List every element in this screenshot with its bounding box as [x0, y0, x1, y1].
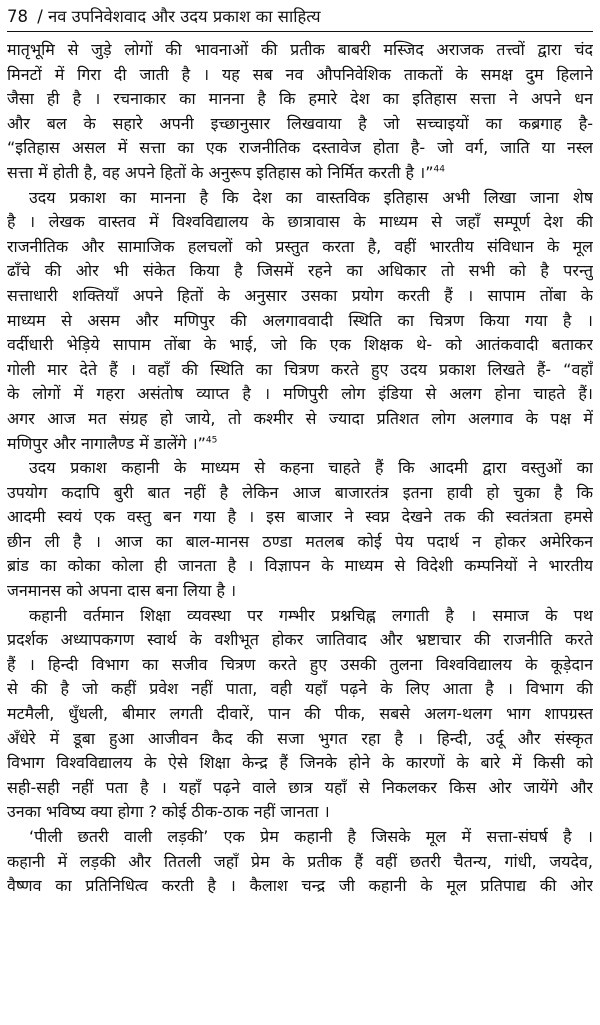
text-line: मिनटों में गिरा दी जाती है । यह सब नव औपनिवेशिक ताकतों के समक्ष दुम हिलाने — [7, 64, 593, 84]
text-line: गोली मार देते हैं । वहाँ की स्थिति का चित्रण करते हुए उदय प्रकाश लिखते हैं- “वहाँ — [7, 359, 593, 379]
text-line: उपयोग कदापि बुरी बात नहीं है लेकिन आज बाजारतंत्र इतना हावी हो चुका है कि — [7, 482, 593, 502]
text-line-last: उनका भविष्य क्या होगा ? कोई ठीक-ठाक नहीं जानता । — [7, 802, 330, 822]
paragraph-1 — [7, 38, 593, 186]
text-line: अगर आज मत संग्रह हो जाये, तो कश्मीर से ज्यादा प्रतिशत लोग अलगाव के पक्ष में — [7, 408, 593, 428]
text-line: उदय प्रकाश कहानी के माध्यम से कहना चाहते हैं कि आदमी द्वारा वस्तुओं का — [29, 458, 593, 478]
text-line: है । लेखक वास्तव में विश्वविद्यालय के छात्रावास के माध्यम से जहाँ सम्पूर्ण देश की — [7, 212, 593, 232]
text-line: ‘पीली छतरी वाली लड़की’ एक प्रेम कहानी है जिसके मूल में सत्ता-संघर्ष है । — [29, 827, 593, 846]
text-line: वैष्णव का प्रतिनिधित्व करती है । कैलाश चन्द्र जी कहानी के मूल प्रतिपाद्य की ओर — [7, 876, 593, 896]
text-line: जैसा ही है । रचनाकार का मानना है कि हमारे देश का इतिहास सत्ता ने अपने धन — [7, 89, 593, 109]
text-line: हैं । हिन्दी विभाग का सजीव चित्रण करते हुए उसकी तुलना विश्वविद्यालय के कूड़ेदान — [7, 654, 593, 674]
text-line-content: सत्ता में होती है, वह अपने हितों के अनुरूप इतिहास को निर्मित करती है ।” — [7, 162, 434, 182]
text-line: ढाँचे की ओर भी संकेत किया है जिसमें रहने का अधिकार तो सभी को है परन्तु — [7, 261, 593, 281]
text-line: से की है जो कहीं प्रवेश नहीं पाता, वही यहाँ पढ़ने के लिए आता है । विभाग की — [7, 679, 593, 699]
paragraph-4 — [7, 604, 593, 825]
text-line: कहानी वर्तमान शिक्षा व्यवस्था पर गम्भीर प्रश्नचिह्न लगाती है । समाज के पथ — [29, 605, 593, 625]
text-line: ब्रांड का कोका कोला ही जानता है । विज्ञापन के माध्यम से विदेशी कम्पनियों ने भारतीय — [7, 556, 593, 576]
running-header — [7, 6, 593, 32]
text-line: आदमी स्वयं एक वस्तु बन गया है । इस बाजार ने स्वप्न देखने तक की स्वतंत्रता हमसे — [7, 507, 593, 527]
text-line-last — [7, 161, 593, 186]
text-line: के लोगों में गहरा असंतोष व्याप्त है । मणिपुरी लोग इंडिया से अलग होना चाहते हैं। — [7, 384, 593, 404]
text-line: राजनीतिक और सामाजिक हलचलों को प्रस्तुत करता है, वहीं भारतीय संविधान के मूल — [7, 236, 593, 256]
text-line: और बल के सहारे अपनी इच्छानुसार लिखवाया है जो सच्चाइयों का कब्रगाह है- — [7, 113, 593, 133]
text-line: कहानी में लड़की और तितली जहाँ प्रेम के प्रतीक हैं वहीं छतरी चैतन्य, गांधी, जयदेव, — [7, 851, 593, 871]
footnote-ref: 45 — [205, 435, 218, 446]
text-line: मातृभूमि से जुड़े लोगों की भावनाओं की प्रतीक बाबरी मस्जिद अराजक तत्त्वों द्वारा चंद — [7, 40, 593, 59]
paragraph-2 — [7, 186, 593, 457]
text-line: अँधेरे में डूबा हुआ आजीवन कैद की सजा भुगत रहा है । हिन्दी, उर्दू और संस्कृत — [7, 728, 593, 748]
text-line: सही-सही नहीं पता है । यहाँ पढ़ने वाले छात्र यहाँ से निकलकर किस ओर जायेंगे और — [7, 777, 593, 797]
header-separator: / — [37, 7, 43, 26]
text-line: उदय प्रकाश का मानना है कि देश का वास्तविक इतिहास अभी लिखा जाना शेष — [29, 187, 593, 207]
text-line: प्रदर्शक अध्यापकगण स्वार्थ के वशीभूत होकर जातिवाद और भ्रष्टाचार की राजनीति करते — [7, 630, 593, 650]
text-line: वर्दीधारी भेड़िये सापाम तोंबा के भाई, जो कि एक शिक्षक थे- को आतंकवादी बताकर — [7, 335, 593, 355]
paragraph-5 — [7, 825, 593, 899]
page-number: 78 — [7, 7, 28, 26]
text-line: मटमैली, धुँधली, बीमार लगती दीवारें, पान की पीक, सबसे अलग-थलग भाग शापग्रस्त — [7, 704, 593, 724]
text-line: छीन ली है । आज का बाल-मानस ठण्डा मतलब कोई पेय पदार्थ न होकर अमेरिकन — [7, 531, 593, 551]
text-line: “इतिहास असल में सत्ता का एक राजनीतिक दस्तावेज होता है- जो वर्ग, जाति या नस्ल — [7, 138, 593, 158]
running-title: नव उपनिवेशवाद और उदय प्रकाश का साहित्य — [48, 7, 321, 26]
text-line-last: जनमानस को अपना दास बना लिया है । — [7, 581, 237, 601]
text-line: माध्यम से असम और मणिपुर की अलगाववादी स्थिति का चित्रण किया गया है । — [7, 310, 593, 330]
footnote-ref: 44 — [433, 164, 445, 175]
paragraph-3 — [7, 456, 593, 604]
text-line-content: मणिपुर और नागालैण्ड में डालेंगे ।” — [7, 433, 206, 453]
text-line: सत्ताधारी शक्तियाँ अपने हितों के अनुसार उसका प्रयोग करती हैं । सापाम तोंबा के — [7, 285, 593, 305]
text-line-last — [7, 432, 593, 457]
text-line: विभाग विश्वविद्यालय के ऐसे शिक्षा केन्द्र हैं जिनके होने के कारणों के बारे में किसी को — [7, 753, 593, 773]
